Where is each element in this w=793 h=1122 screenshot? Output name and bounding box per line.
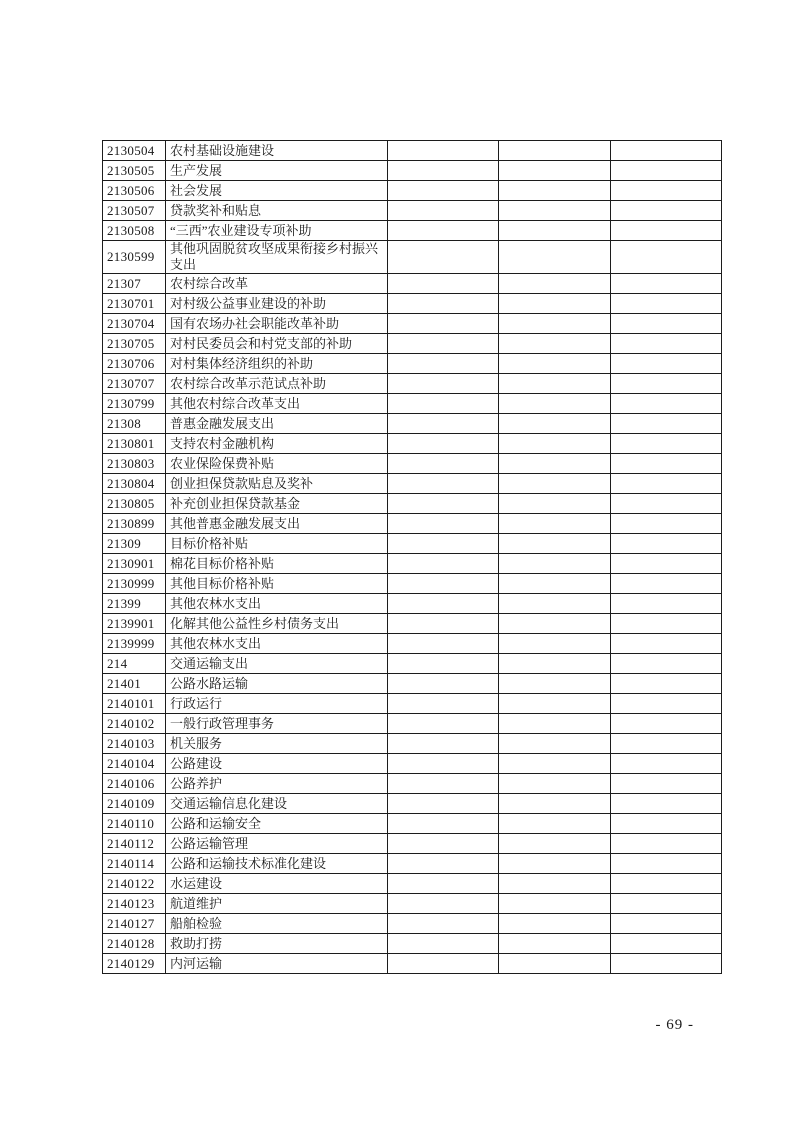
value-cell-empty xyxy=(611,634,722,654)
table-row xyxy=(103,774,722,794)
value-cell-empty xyxy=(499,814,611,834)
name-cell: 航道维护 xyxy=(166,894,388,914)
value-cell-empty xyxy=(611,934,722,954)
value-cell-empty xyxy=(499,754,611,774)
value-cell-empty xyxy=(499,221,611,241)
value-cell-empty xyxy=(388,514,499,534)
code-cell: 214 xyxy=(103,654,166,674)
name-cell: 对村民委员会和村党支部的补助 xyxy=(166,334,388,354)
value-cell-empty xyxy=(499,394,611,414)
code-cell: 2140104 xyxy=(103,754,166,774)
code-cell: 21399 xyxy=(103,594,166,614)
value-cell-empty xyxy=(388,534,499,554)
code-cell: 2130803 xyxy=(103,454,166,474)
table-row xyxy=(103,954,722,974)
name-cell: 其他农村综合改革支出 xyxy=(166,394,388,414)
table-row xyxy=(103,434,722,454)
name-cell: 其他普惠金融发展支出 xyxy=(166,514,388,534)
code-cell: 2140102 xyxy=(103,714,166,734)
code-cell: 2139999 xyxy=(103,634,166,654)
name-cell: 补充创业担保贷款基金 xyxy=(166,494,388,514)
value-cell-empty xyxy=(388,374,499,394)
value-cell-empty xyxy=(388,954,499,974)
value-cell-empty xyxy=(499,294,611,314)
name-cell: “三西”农业建设专项补助 xyxy=(166,221,388,241)
value-cell-empty xyxy=(499,514,611,534)
value-cell-empty xyxy=(499,201,611,221)
value-cell-empty xyxy=(388,414,499,434)
value-cell-empty xyxy=(611,774,722,794)
value-cell-empty xyxy=(611,201,722,221)
value-cell-empty xyxy=(611,814,722,834)
name-cell: 内河运输 xyxy=(166,954,388,974)
name-cell: 农业保险保费补贴 xyxy=(166,454,388,474)
value-cell-empty xyxy=(611,694,722,714)
name-cell: 机关服务 xyxy=(166,734,388,754)
code-cell: 2140101 xyxy=(103,694,166,714)
code-cell: 2140127 xyxy=(103,914,166,934)
value-cell-empty xyxy=(388,914,499,934)
code-cell: 2140112 xyxy=(103,834,166,854)
code-cell: 2130505 xyxy=(103,161,166,181)
code-cell: 2140128 xyxy=(103,934,166,954)
value-cell-empty xyxy=(499,834,611,854)
value-cell-empty xyxy=(499,894,611,914)
value-cell-empty xyxy=(499,774,611,794)
name-cell: 化解其他公益性乡村债务支出 xyxy=(166,614,388,634)
name-cell: 公路和运输技术标准化建设 xyxy=(166,854,388,874)
value-cell-empty xyxy=(388,694,499,714)
value-cell-empty xyxy=(611,474,722,494)
name-cell: 国有农场办社会职能改革补助 xyxy=(166,314,388,334)
name-cell: 交通运输支出 xyxy=(166,654,388,674)
value-cell-empty xyxy=(388,241,499,274)
table-row xyxy=(103,794,722,814)
value-cell-empty xyxy=(611,414,722,434)
code-cell: 2130506 xyxy=(103,181,166,201)
table-row xyxy=(103,834,722,854)
code-cell: 2130599 xyxy=(103,241,166,274)
value-cell-empty xyxy=(388,354,499,374)
value-cell-empty xyxy=(499,694,611,714)
code-cell: 21307 xyxy=(103,274,166,294)
table-row xyxy=(103,894,722,914)
value-cell-empty xyxy=(499,914,611,934)
value-cell-empty xyxy=(499,274,611,294)
value-cell-empty xyxy=(611,874,722,894)
code-cell: 2130508 xyxy=(103,221,166,241)
value-cell-empty xyxy=(611,574,722,594)
table-row xyxy=(103,181,722,201)
table-row xyxy=(103,914,722,934)
value-cell-empty xyxy=(499,794,611,814)
value-cell-empty xyxy=(388,314,499,334)
table-row xyxy=(103,614,722,634)
table-row xyxy=(103,274,722,294)
value-cell-empty xyxy=(388,734,499,754)
value-cell-empty xyxy=(388,334,499,354)
name-cell: 农村基础设施建设 xyxy=(166,141,388,161)
code-cell: 2140103 xyxy=(103,734,166,754)
value-cell-empty xyxy=(388,854,499,874)
name-cell: 农村综合改革 xyxy=(166,274,388,294)
value-cell-empty xyxy=(611,674,722,694)
value-cell-empty xyxy=(499,554,611,574)
table-row xyxy=(103,854,722,874)
value-cell-empty xyxy=(611,894,722,914)
value-cell-empty xyxy=(499,334,611,354)
table-row xyxy=(103,294,722,314)
value-cell-empty xyxy=(388,434,499,454)
value-cell-empty xyxy=(388,454,499,474)
budget-code-table-body xyxy=(103,141,722,974)
code-cell: 2130899 xyxy=(103,514,166,534)
value-cell-empty xyxy=(611,374,722,394)
value-cell-empty xyxy=(611,954,722,974)
value-cell-empty xyxy=(499,161,611,181)
table-row xyxy=(103,141,722,161)
code-cell: 2130701 xyxy=(103,294,166,314)
name-cell: 其他农林水支出 xyxy=(166,594,388,614)
table-row xyxy=(103,714,722,734)
value-cell-empty xyxy=(388,594,499,614)
name-cell: 生产发展 xyxy=(166,161,388,181)
value-cell-empty xyxy=(611,614,722,634)
value-cell-empty xyxy=(388,774,499,794)
value-cell-empty xyxy=(388,294,499,314)
value-cell-empty xyxy=(499,734,611,754)
value-cell-empty xyxy=(611,394,722,414)
code-cell: 2140106 xyxy=(103,774,166,794)
table-row xyxy=(103,314,722,334)
table-row xyxy=(103,474,722,494)
value-cell-empty xyxy=(499,874,611,894)
table-row xyxy=(103,514,722,534)
table-row xyxy=(103,674,722,694)
value-cell-empty xyxy=(388,794,499,814)
value-cell-empty xyxy=(388,654,499,674)
code-cell: 2130801 xyxy=(103,434,166,454)
value-cell-empty xyxy=(611,181,722,201)
name-cell: 船舶检验 xyxy=(166,914,388,934)
value-cell-empty xyxy=(611,434,722,454)
value-cell-empty xyxy=(388,874,499,894)
name-cell: 公路水路运输 xyxy=(166,674,388,694)
value-cell-empty xyxy=(611,141,722,161)
table-row xyxy=(103,594,722,614)
name-cell: 对村级公益事业建设的补助 xyxy=(166,294,388,314)
value-cell-empty xyxy=(611,534,722,554)
table-row xyxy=(103,334,722,354)
value-cell-empty xyxy=(611,834,722,854)
value-cell-empty xyxy=(611,494,722,514)
table-row xyxy=(103,374,722,394)
value-cell-empty xyxy=(611,241,722,274)
table-row xyxy=(103,654,722,674)
name-cell: 社会发展 xyxy=(166,181,388,201)
value-cell-empty xyxy=(499,241,611,274)
table-row xyxy=(103,734,722,754)
value-cell-empty xyxy=(611,454,722,474)
name-cell: 棉花目标价格补贴 xyxy=(166,554,388,574)
value-cell-empty xyxy=(388,161,499,181)
value-cell-empty xyxy=(388,141,499,161)
name-cell: 公路建设 xyxy=(166,754,388,774)
value-cell-empty xyxy=(499,181,611,201)
value-cell-empty xyxy=(388,634,499,654)
value-cell-empty xyxy=(499,474,611,494)
value-cell-empty xyxy=(611,654,722,674)
code-cell: 2130705 xyxy=(103,334,166,354)
table-row xyxy=(103,354,722,374)
value-cell-empty xyxy=(388,221,499,241)
table-row xyxy=(103,161,722,181)
value-cell-empty xyxy=(388,934,499,954)
value-cell-empty xyxy=(499,934,611,954)
name-cell: 水运建设 xyxy=(166,874,388,894)
code-cell: 21401 xyxy=(103,674,166,694)
value-cell-empty xyxy=(611,554,722,574)
name-cell: 行政运行 xyxy=(166,694,388,714)
value-cell-empty xyxy=(499,674,611,694)
budget-code-table xyxy=(102,140,722,974)
code-cell: 2130704 xyxy=(103,314,166,334)
value-cell-empty xyxy=(611,794,722,814)
value-cell-empty xyxy=(499,534,611,554)
value-cell-empty xyxy=(611,914,722,934)
page-number: - 69 - xyxy=(655,1017,694,1033)
table-row xyxy=(103,554,722,574)
value-cell-empty xyxy=(499,654,611,674)
name-cell: 救助打捞 xyxy=(166,934,388,954)
value-cell-empty xyxy=(611,314,722,334)
value-cell-empty xyxy=(499,374,611,394)
value-cell-empty xyxy=(388,614,499,634)
table-row xyxy=(103,754,722,774)
code-cell: 2130504 xyxy=(103,141,166,161)
code-cell: 2130706 xyxy=(103,354,166,374)
code-cell: 21308 xyxy=(103,414,166,434)
code-cell: 2130805 xyxy=(103,494,166,514)
code-cell: 2140123 xyxy=(103,894,166,914)
table-row xyxy=(103,414,722,434)
name-cell: 公路和运输安全 xyxy=(166,814,388,834)
table-row xyxy=(103,494,722,514)
name-cell: 农村综合改革示范试点补助 xyxy=(166,374,388,394)
value-cell-empty xyxy=(499,594,611,614)
value-cell-empty xyxy=(499,354,611,374)
table-row xyxy=(103,634,722,654)
value-cell-empty xyxy=(611,294,722,314)
table-row xyxy=(103,694,722,714)
name-cell: 公路运输管理 xyxy=(166,834,388,854)
value-cell-empty xyxy=(499,854,611,874)
code-cell: 2130901 xyxy=(103,554,166,574)
code-cell: 2130507 xyxy=(103,201,166,221)
name-cell: 创业担保贷款贴息及奖补 xyxy=(166,474,388,494)
value-cell-empty xyxy=(499,714,611,734)
value-cell-empty xyxy=(388,574,499,594)
table-row xyxy=(103,221,722,241)
value-cell-empty xyxy=(611,354,722,374)
value-cell-empty xyxy=(611,221,722,241)
value-cell-empty xyxy=(388,674,499,694)
name-cell: 对村集体经济组织的补助 xyxy=(166,354,388,374)
value-cell-empty xyxy=(388,394,499,414)
name-cell: 一般行政管理事务 xyxy=(166,714,388,734)
name-cell: 交通运输信息化建设 xyxy=(166,794,388,814)
name-cell: 目标价格补贴 xyxy=(166,534,388,554)
name-cell: 贷款奖补和贴息 xyxy=(166,201,388,221)
table-row xyxy=(103,934,722,954)
value-cell-empty xyxy=(388,754,499,774)
code-cell: 2139901 xyxy=(103,614,166,634)
value-cell-empty xyxy=(611,754,722,774)
value-cell-empty xyxy=(499,634,611,654)
value-cell-empty xyxy=(388,494,499,514)
name-cell: 公路养护 xyxy=(166,774,388,794)
value-cell-empty xyxy=(611,714,722,734)
value-cell-empty xyxy=(611,734,722,754)
value-cell-empty xyxy=(611,274,722,294)
value-cell-empty xyxy=(499,614,611,634)
value-cell-empty xyxy=(499,434,611,454)
code-cell: 2140110 xyxy=(103,814,166,834)
name-cell: 其他农林水支出 xyxy=(166,634,388,654)
value-cell-empty xyxy=(499,574,611,594)
table-row xyxy=(103,201,722,221)
table-row xyxy=(103,534,722,554)
value-cell-empty xyxy=(611,514,722,534)
code-cell: 2130707 xyxy=(103,374,166,394)
code-cell: 2130804 xyxy=(103,474,166,494)
table-row xyxy=(103,454,722,474)
value-cell-empty xyxy=(388,894,499,914)
code-cell: 2130999 xyxy=(103,574,166,594)
code-cell: 2130799 xyxy=(103,394,166,414)
name-cell: 支持农村金融机构 xyxy=(166,434,388,454)
value-cell-empty xyxy=(388,554,499,574)
value-cell-empty xyxy=(388,201,499,221)
value-cell-empty xyxy=(388,834,499,854)
value-cell-empty xyxy=(611,334,722,354)
table-row xyxy=(103,241,722,274)
value-cell-empty xyxy=(499,954,611,974)
value-cell-empty xyxy=(499,314,611,334)
value-cell-empty xyxy=(611,854,722,874)
name-cell: 普惠金融发展支出 xyxy=(166,414,388,434)
value-cell-empty xyxy=(388,274,499,294)
code-cell: 2140122 xyxy=(103,874,166,894)
value-cell-empty xyxy=(499,141,611,161)
name-cell: 其他目标价格补贴 xyxy=(166,574,388,594)
table-row xyxy=(103,814,722,834)
name-cell: 其他巩固脱贫攻坚成果衔接乡村振兴支出 xyxy=(166,241,388,274)
value-cell-empty xyxy=(499,494,611,514)
value-cell-empty xyxy=(388,474,499,494)
value-cell-empty xyxy=(611,594,722,614)
value-cell-empty xyxy=(499,454,611,474)
value-cell-empty xyxy=(499,414,611,434)
value-cell-empty xyxy=(611,161,722,181)
code-cell: 2140109 xyxy=(103,794,166,814)
table-row xyxy=(103,874,722,894)
code-cell: 2140114 xyxy=(103,854,166,874)
table-row xyxy=(103,394,722,414)
value-cell-empty xyxy=(388,181,499,201)
table-row xyxy=(103,574,722,594)
code-cell: 2140129 xyxy=(103,954,166,974)
code-cell: 21309 xyxy=(103,534,166,554)
value-cell-empty xyxy=(388,814,499,834)
value-cell-empty xyxy=(388,714,499,734)
